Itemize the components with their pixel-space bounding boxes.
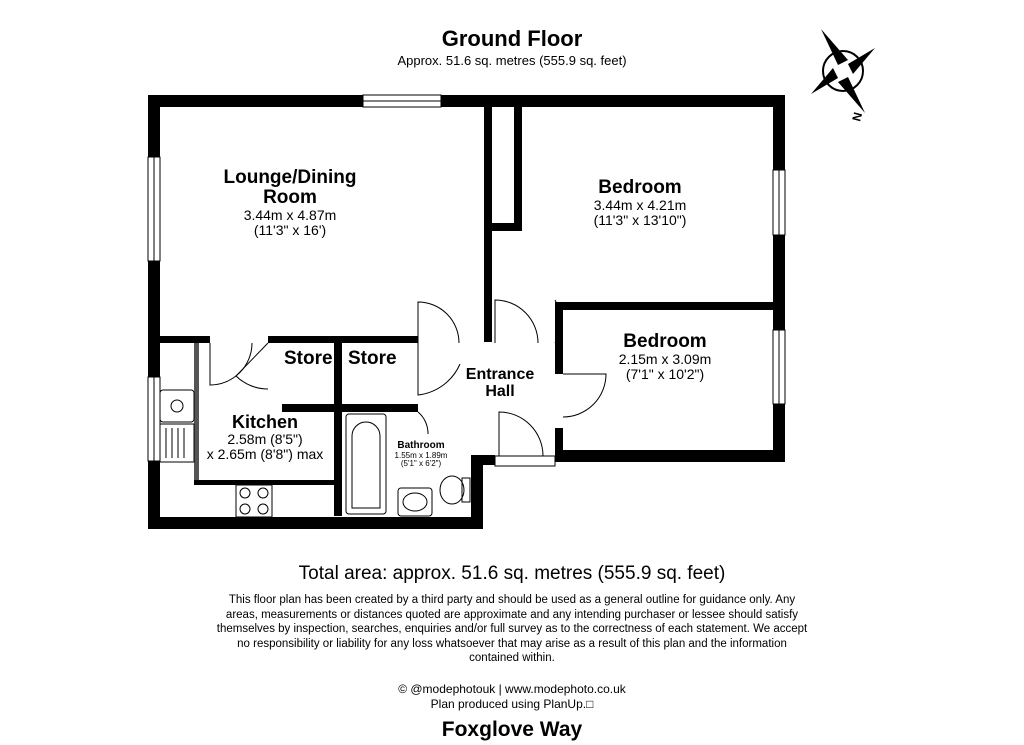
disclaimer	[170, 593, 854, 666]
door-kitchen	[210, 343, 252, 385]
room-hall-name-1: Entrance	[465, 366, 535, 383]
disclaimer-line: This floor plan has been created by a third party and should be used as a general outline for guidance only. Any	[228, 594, 796, 606]
property-name: Foxglove Way	[441, 718, 583, 741]
room-bedroom-1-name: Bedroom	[598, 177, 682, 198]
room-bathroom	[386, 441, 456, 468]
toilet-icon	[440, 476, 464, 504]
door-lounge	[418, 302, 459, 343]
room-kitchen	[195, 413, 335, 461]
compass	[811, 29, 875, 113]
room-bedroom-2-metric: 2.15m x 3.09m	[618, 350, 712, 367]
room-lounge-metric: 3.44m x 4.87m	[243, 206, 337, 223]
room-lounge	[220, 168, 360, 237]
room-bedroom-1-metric: 3.44m x 4.21m	[593, 196, 687, 213]
door-store1	[236, 343, 268, 389]
credit-line-2: Plan produced using PlanUp.□	[430, 697, 594, 711]
room-store-1: Store	[284, 348, 333, 369]
door-front	[499, 412, 543, 456]
compass-north-label: N	[849, 110, 866, 123]
total-area: Total area: approx. 51.6 sq. metres (555.9 sq. feet)	[298, 563, 726, 584]
room-bathroom-imperial: (5'1" x 6'2")	[400, 458, 442, 468]
door-swings	[210, 108, 606, 456]
room-lounge-name-2: Room	[263, 186, 317, 208]
room-bedroom-1	[565, 178, 715, 227]
disclaimer-line: contained within.	[469, 652, 555, 664]
room-store-2: Store	[348, 348, 397, 369]
disclaimer-line: areas, measurements or distances quoted are approximate and any intending purchaser or lessee should satisfy	[225, 608, 799, 621]
plan-subtitle: Approx. 51.6 sq. metres (555.9 sq. feet)	[397, 53, 627, 68]
room-kitchen-name: Kitchen	[231, 412, 298, 432]
drainer	[160, 424, 194, 462]
windows	[148, 95, 785, 466]
walls	[148, 95, 785, 529]
room-bedroom-1-imperial: (11'3" x 13'10")	[593, 211, 687, 228]
room-lounge-imperial: (11'3" x 16')	[253, 221, 327, 238]
room-bedroom-2	[590, 332, 740, 381]
room-bedroom-2-name: Bedroom	[623, 331, 707, 352]
disclaimer-line: no responsibility or liability for any loss whatsoever that may arise as a result of this plan and the information	[237, 637, 787, 650]
credit-line-1: © @modephotouk | www.modephoto.co.uk	[398, 682, 626, 696]
room-kitchen-imperial: x 2.65m (8'8") max	[206, 445, 324, 462]
room-hall	[452, 367, 548, 401]
room-kitchen-metric: 2.58m (8'5")	[227, 430, 303, 447]
room-lounge-name-1: Lounge/Dining	[223, 167, 357, 188]
disclaimer-line: themselves by inspection, searches, enquiries and/or full survey as to the correctness of each statement. We accept	[216, 623, 808, 635]
plan-title: Ground Floor	[441, 26, 583, 51]
door-bathroom	[418, 412, 428, 434]
room-bedroom-2-imperial: (7'1" x 10'2")	[625, 365, 705, 382]
room-hall-name-2: Hall	[485, 382, 515, 400]
front-door-frame	[495, 456, 555, 466]
sink-icon	[160, 390, 194, 422]
room-bathroom-name: Bathroom	[397, 440, 445, 451]
room-bathroom-metric: 1.55m x 1.89m	[394, 450, 448, 460]
